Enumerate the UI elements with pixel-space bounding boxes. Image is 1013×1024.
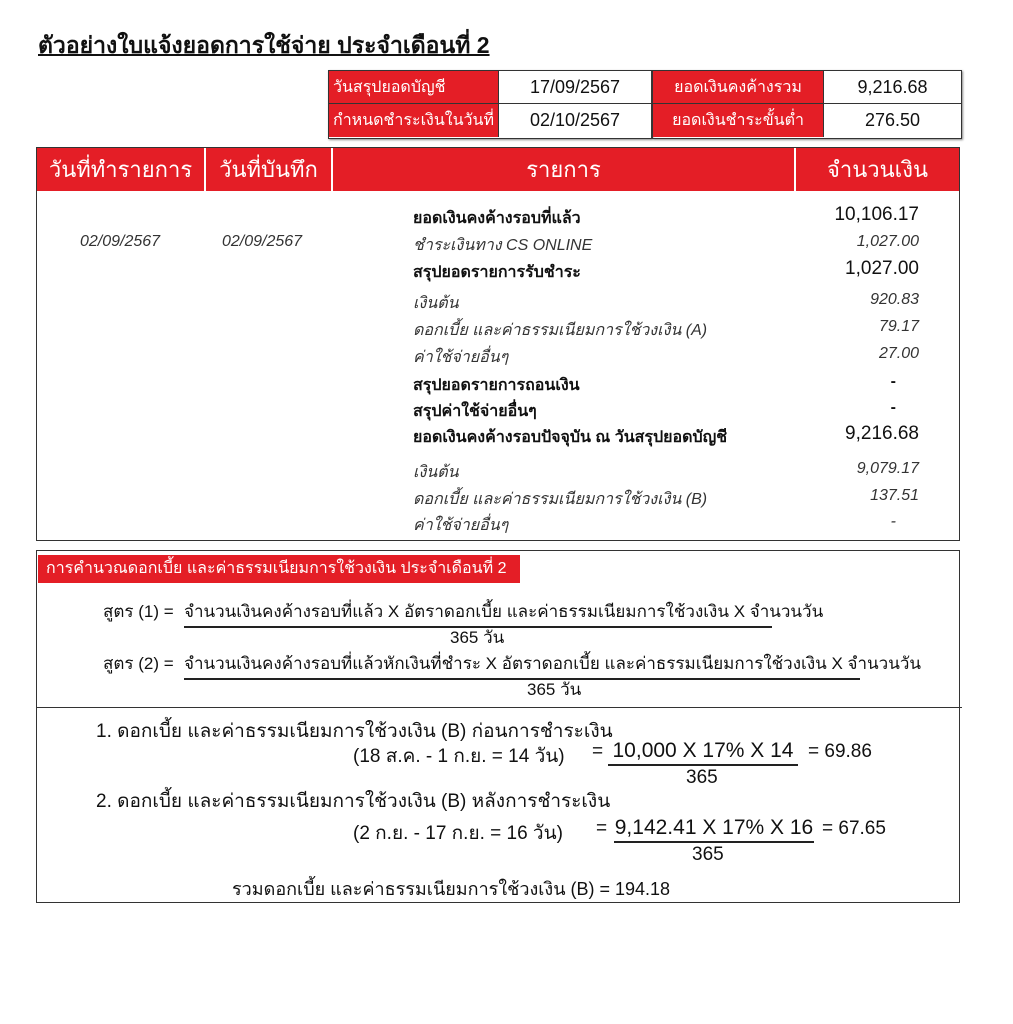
row-value: 920.83 [870, 291, 919, 308]
row-label: เงินต้น [413, 464, 459, 481]
total-interest: รวมดอกเบี้ย และค่าธรรมเนียมการใช้วงเงิน (B) = 194.18 [232, 879, 671, 899]
row-value: 10,106.17 [834, 204, 919, 225]
min-payment-label: ยอดเงินชำระขั้นต่ำ [653, 104, 823, 137]
total-balance-label: ยอดเงินคงค้างรวม [653, 71, 823, 104]
balance-box [652, 70, 962, 139]
formula1-label: สูตร (1) = [103, 602, 174, 621]
row-value: - [890, 373, 896, 390]
item2-result: = 67.65 [822, 818, 886, 839]
total-balance-value: 9,216.68 [823, 71, 961, 104]
header-transaction-date: วันที่ทำรายการ [37, 148, 206, 191]
formula1-denominator: 365 วัน [450, 628, 505, 647]
due-date-label: กำหนดชำระเงินในวันที่ [329, 104, 498, 137]
item2-period: (2 ก.ย. - 17 ก.ย. = 16 วัน) [353, 823, 563, 844]
row-value: 1,027.00 [856, 233, 919, 250]
row-value: 27.00 [878, 345, 919, 362]
transaction-date: 02/09/2567 [80, 233, 161, 250]
formula2-label: สูตร (2) = [103, 654, 174, 673]
row-value: 9,216.68 [845, 423, 919, 444]
row-label: ดอกเบี้ย และค่าธรรมเนียมการใช้วงเงิน (B) [413, 491, 708, 508]
formula2-denominator: 365 วัน [527, 680, 582, 699]
item1-title: 1. ดอกเบี้ย และค่าธรรมเนียมการใช้วงเงิน (B) ก่อนการชำระเงิน [96, 721, 613, 742]
item1-period: (18 ส.ค. - 1 ก.ย. = 14 วัน) [353, 746, 565, 767]
row-label: ยอดเงินคงค้างรอบที่แล้ว [413, 210, 581, 227]
item1-equals: = [592, 741, 604, 762]
header-posting-date: วันที่บันทึก [206, 148, 333, 191]
row-label: ค่าใช้จ่ายอื่นๆ [413, 349, 509, 366]
item1-denominator: 365 [686, 767, 718, 788]
formula2-numerator: จำนวนเงินคงค้างรอบที่แล้วหักเงินที่ชำระ X อัตราดอกเบี้ย และค่าธรรมเนียมการใช้วงเงิน X จำนวนวัน [184, 650, 860, 680]
row-value: 1,027.00 [845, 258, 919, 279]
row-label: ค่าใช้จ่ายอื่นๆ [413, 517, 509, 534]
header-amount: จำนวนเงิน [796, 148, 959, 191]
row-value: 137.51 [870, 487, 919, 504]
posting-date: 02/09/2567 [222, 233, 303, 250]
row-label: ชำระเงินทาง CS ONLINE [413, 237, 593, 254]
row-label: เงินต้น [413, 295, 459, 312]
header-description: รายการ [333, 148, 796, 191]
row-label: สรุปยอดรายการถอนเงิน [413, 377, 580, 394]
row-value: 9,079.17 [856, 460, 919, 477]
row-label: ดอกเบี้ย และค่าธรรมเนียมการใช้วงเงิน (A) [413, 322, 708, 339]
row-label: สรุปค่าใช้จ่ายอื่นๆ [413, 403, 537, 420]
divider [36, 707, 962, 708]
row-label: ยอดเงินคงค้างรอบปัจจุบัน ณ วันสรุปยอดบัญชี [413, 429, 728, 446]
row-label: สรุปยอดรายการรับชำระ [413, 264, 581, 281]
min-payment-value: 276.50 [823, 104, 961, 137]
calculation-header: การคำนวณดอกเบี้ย และค่าธรรมเนียมการใช้วงเงิน ประจำเดือนที่ 2 [38, 555, 520, 583]
row-value: - [890, 399, 896, 416]
item2-numerator: 9,142.41 X 17% X 16 [614, 816, 814, 843]
due-date-value: 02/10/2567 [498, 104, 651, 137]
page-title: ตัวอย่างใบแจ้งยอดการใช้จ่าย ประจำเดือนที่ 2 [38, 32, 490, 58]
item2-title: 2. ดอกเบี้ย และค่าธรรมเนียมการใช้วงเงิน (B) หลังการชำระเงิน [96, 791, 611, 812]
statement-date-value: 17/09/2567 [498, 71, 651, 104]
item1-result: = 69.86 [808, 741, 872, 762]
row-value: 79.17 [878, 318, 919, 335]
item1-numerator: 10,000 X 17% X 14 [608, 739, 798, 766]
row-value: - [890, 513, 896, 530]
formula1-numerator: จำนวนเงินคงค้างรอบที่แล้ว X อัตราดอกเบี้ย และค่าธรรมเนียมการใช้วงเงิน X จำนวนวัน [184, 598, 772, 628]
item2-denominator: 365 [692, 844, 724, 865]
statement-dates-box [328, 70, 652, 139]
item2-equals: = [596, 818, 608, 839]
statement-date-label: วันสรุปยอดบัญชี [329, 71, 498, 104]
